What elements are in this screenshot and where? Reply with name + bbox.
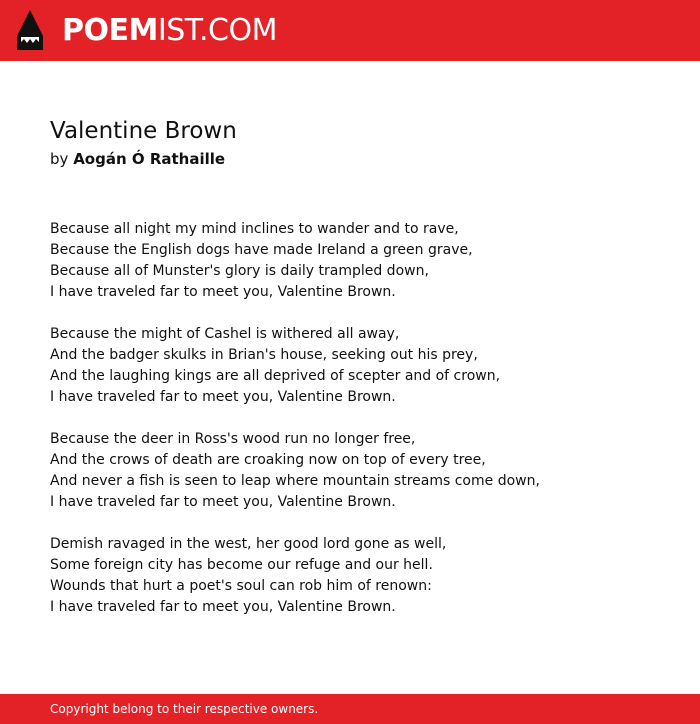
poem-byline bbox=[50, 148, 225, 170]
pencil-icon[interactable] bbox=[17, 10, 43, 52]
site-logo-link[interactable] bbox=[62, 10, 277, 52]
stanza-4 bbox=[50, 534, 670, 618]
stanza-1 bbox=[50, 219, 670, 303]
stanza-3 bbox=[50, 429, 670, 513]
by-label: by bbox=[50, 150, 69, 168]
poem-line: I have traveled far to meet you, Valentine Brown. bbox=[50, 494, 396, 510]
poem-line: And the crows of death are croaking now on top of every tree, bbox=[50, 452, 486, 468]
poem-line: I have traveled far to meet you, Valentine Brown. bbox=[50, 599, 396, 615]
poem-line: Wounds that hurt a poet's soul can rob him of renown: bbox=[50, 578, 432, 594]
poem-line: I have traveled far to meet you, Valentine Brown. bbox=[50, 284, 396, 300]
poem-line: Because the English dogs have made Ireland a green grave, bbox=[50, 242, 473, 258]
poem-line: Some foreign city has become our refuge and our hell. bbox=[50, 557, 433, 573]
poem-line: And never a fish is seen to leap where mountain streams come down, bbox=[50, 473, 540, 489]
poem-line: And the laughing kings are all deprived of scepter and of crown, bbox=[50, 368, 501, 384]
poem-line: I have traveled far to meet you, Valentine Brown. bbox=[50, 389, 396, 405]
poem-author: Aogán Ó Rathaille bbox=[73, 150, 226, 168]
poem-line: Because all night my mind inclines to wander and to rave, bbox=[50, 221, 459, 237]
poem-line: Because the might of Cashel is withered all away, bbox=[50, 326, 400, 342]
poem-line: Demish ravaged in the west, her good lord gone as well, bbox=[50, 536, 447, 552]
copyright-notice: Copyright belong to their respective owners. bbox=[50, 702, 319, 716]
poem-line: Because the deer in Ross's wood run no longer free, bbox=[50, 431, 416, 447]
stanza-2 bbox=[50, 324, 670, 408]
poem-line: And the badger skulks in Brian's house, seeking out his prey, bbox=[50, 347, 478, 363]
site-footer bbox=[0, 694, 700, 724]
poem-body bbox=[50, 219, 670, 639]
logo-text-bold: POEM bbox=[62, 13, 158, 48]
poem-title: Valentine Brown bbox=[50, 118, 237, 144]
logo-text-light: IST.COM bbox=[157, 13, 277, 48]
site-header bbox=[0, 0, 700, 61]
poem-line: Because all of Munster's glory is daily trampled down, bbox=[50, 263, 429, 279]
